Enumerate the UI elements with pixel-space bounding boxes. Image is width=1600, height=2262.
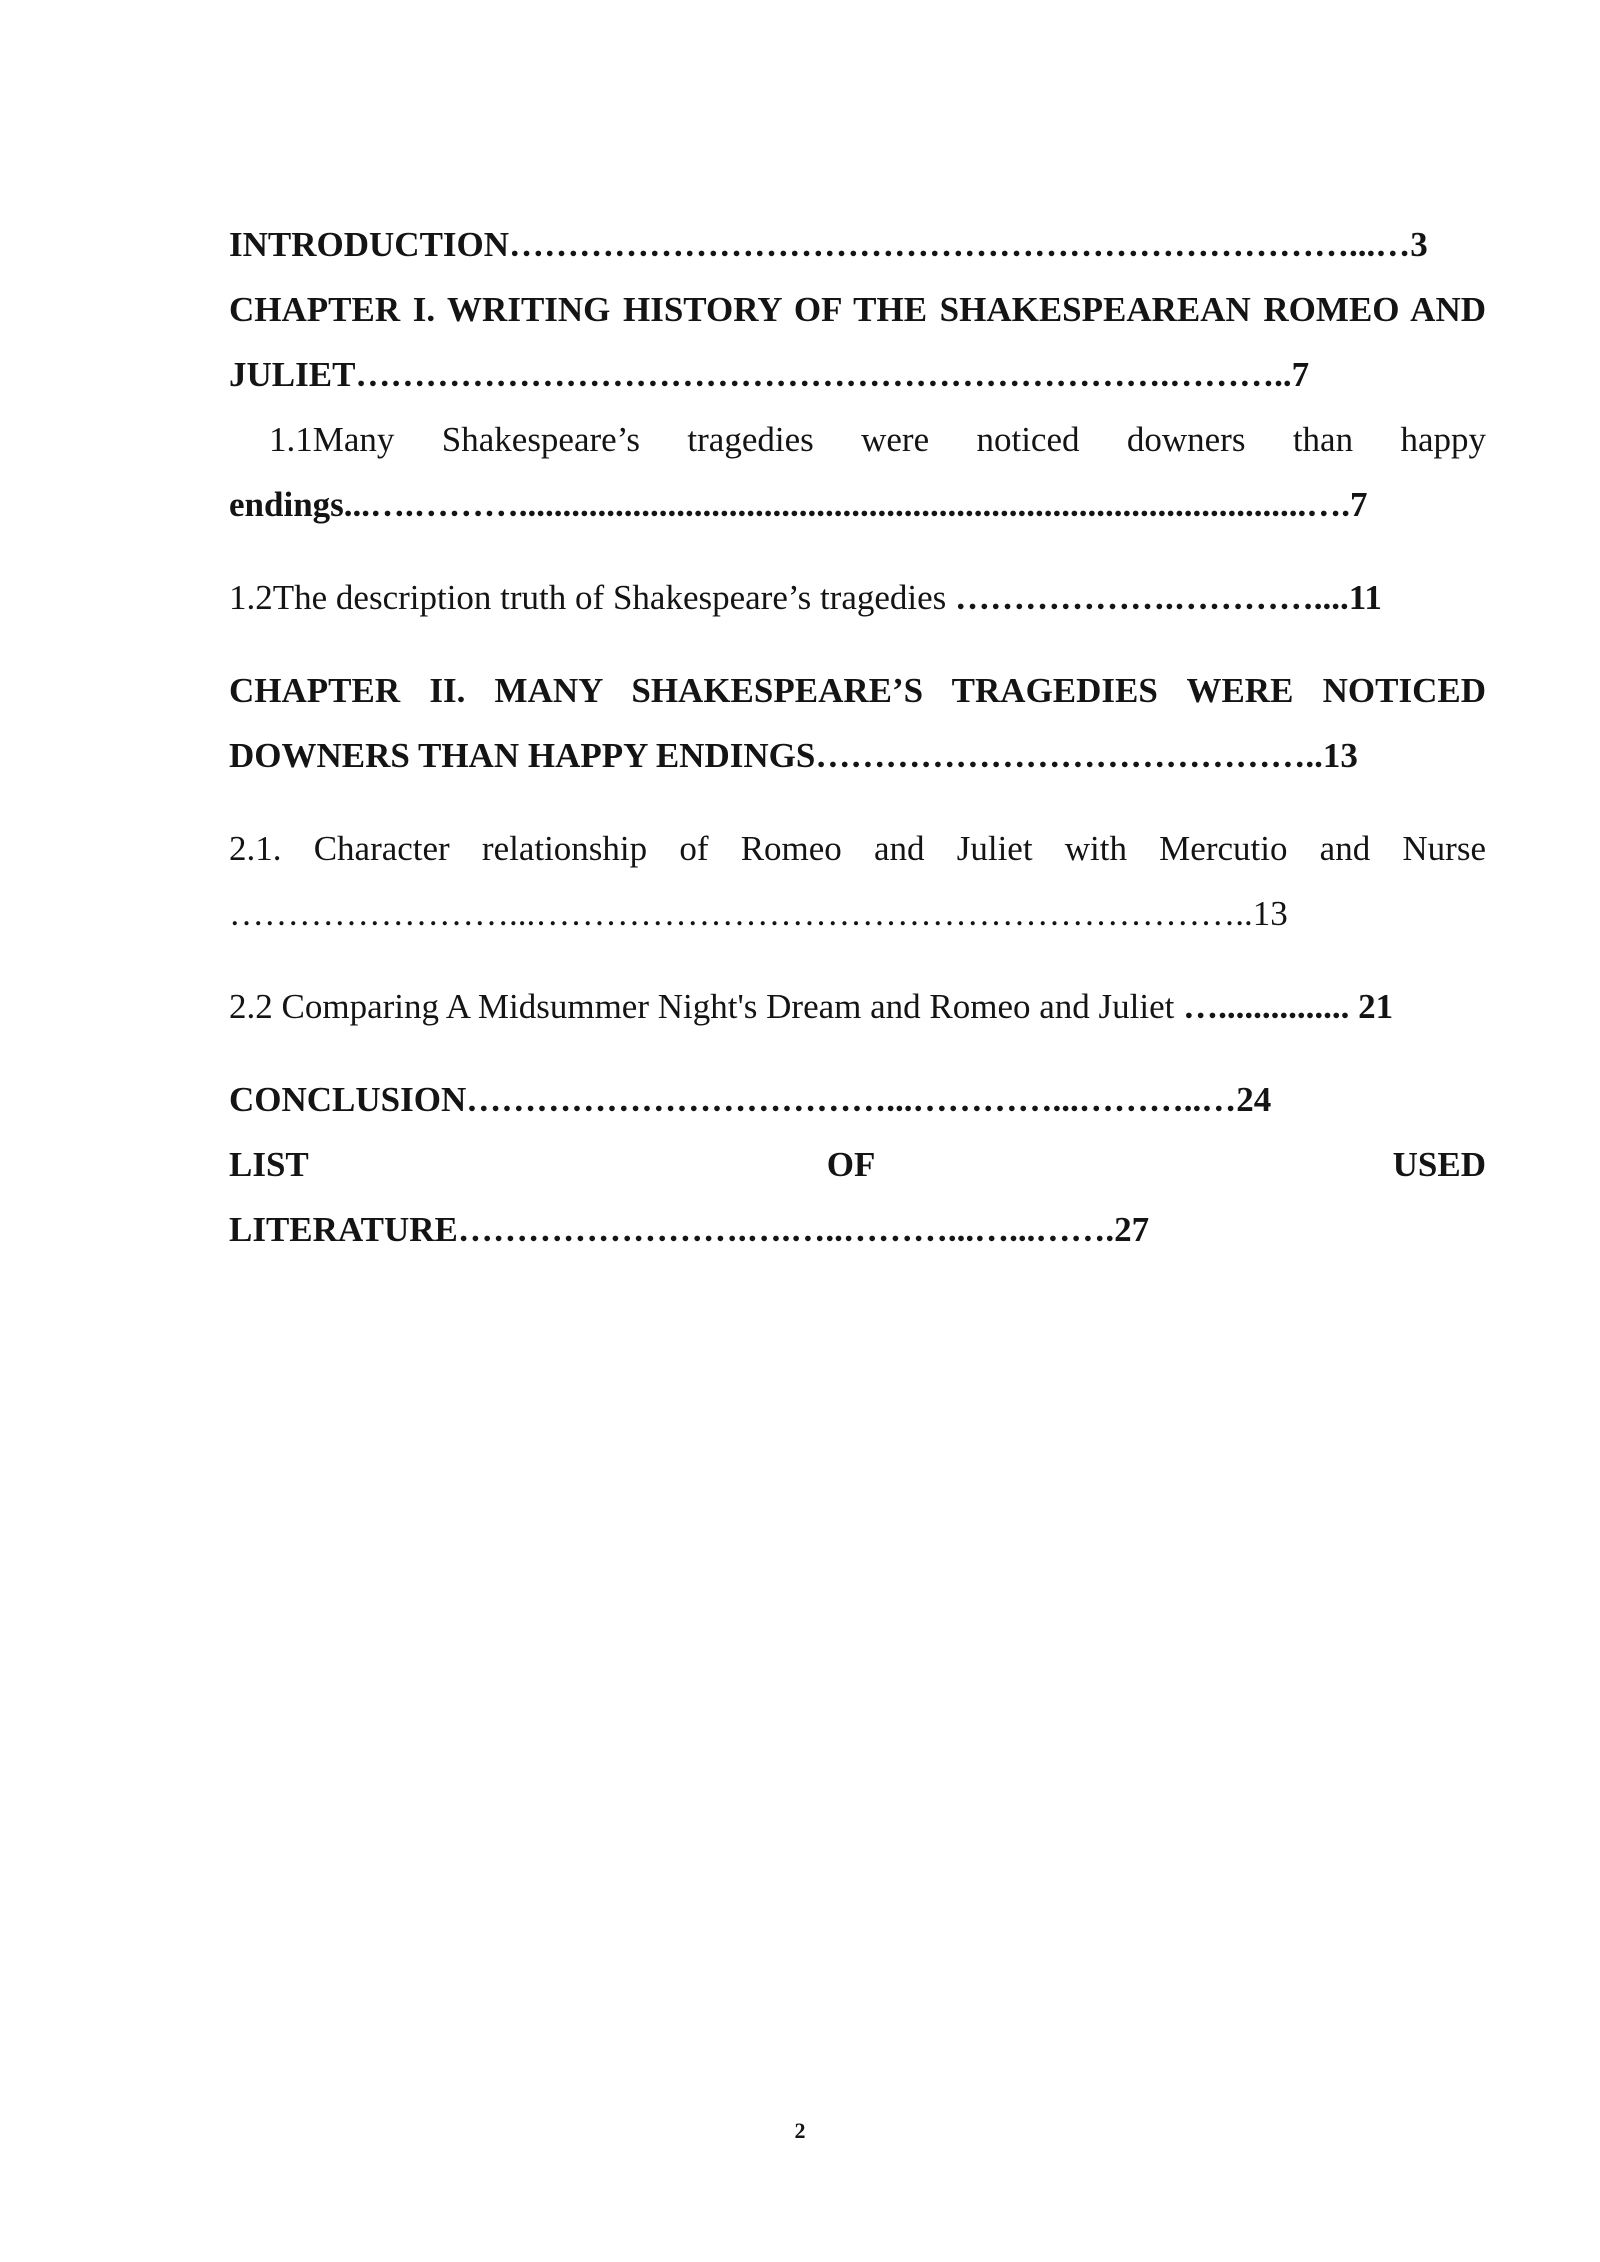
toc-literature: LITERATURE…………………….….…..………...…...…….27 [229, 1210, 1150, 1249]
toc-section-1-2-text: 1.2The description truth of Shakespeare’s tragedies [229, 578, 956, 617]
page-number: 2 [794, 2118, 806, 2143]
toc-section-1-2 [229, 565, 1486, 630]
toc-section-2-1-text: 2.1. Character relationship of Romeo and Juliet with Mercutio and Nurse [229, 829, 1486, 868]
toc-section-1-1-text: 1.1Many Shakespeare’s tragedies were noticed downers than happy [269, 420, 1486, 459]
toc-section-2-1 [229, 816, 1486, 881]
toc-introduction: INTRODUCTION………………………………………………………………...…3 [229, 225, 1428, 264]
toc-section-2-2 [229, 974, 1486, 1039]
toc-section-2-2-leader: …............... 21 [1183, 987, 1394, 1026]
toc-section-1-2-leader: ……………….…………....11 [955, 578, 1382, 617]
toc-section-2-1-leader: ……………………...……………………………………………………..13 [229, 894, 1288, 933]
toc-section-2-2-text: 2.2 Comparing A Midsummer Night's Dream and Romeo and Juliet [229, 987, 1184, 1026]
toc-chapter-1: CHAPTER I. WRITING HISTORY OF THE SHAKESPEAREAN ROMEO AND JULIET…………………………………………………………….………..7 [229, 290, 1486, 394]
toc-conclusion: CONCLUSION………………………………...…………...………..…24 [229, 1080, 1272, 1119]
toc-literature-heading: LIST OF USED [229, 1145, 1486, 1184]
toc-section-1-1 [229, 407, 1486, 472]
toc-section-1-1-leader: endings...….………..........................................................................................….7 [229, 485, 1368, 524]
toc-chapter-2: CHAPTER II. MANY SHAKESPEARE’S TRAGEDIES WERE NOTICED DOWNERS THAN HAPPY ENDINGS……………………………………..13 [229, 671, 1486, 775]
table-of-contents [229, 212, 1486, 1262]
